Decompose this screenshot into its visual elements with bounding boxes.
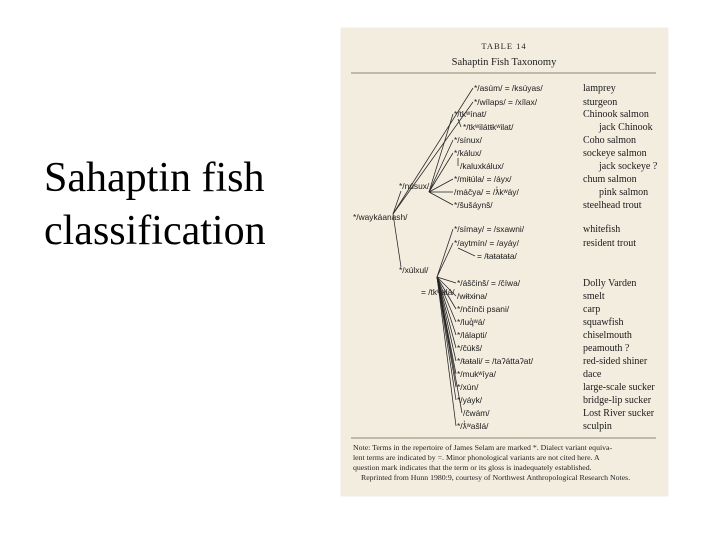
taxonomy-table-page — [341, 28, 668, 496]
tree-edge — [429, 114, 453, 192]
tree-root-label: */waykáanash/ — [353, 212, 408, 222]
group-label-xulxul: */xúlxul/ — [399, 265, 429, 275]
taxon-term: */šušáynš/ — [454, 200, 493, 210]
taxon-term: /wɨŧxɨna/ — [457, 291, 488, 301]
taxon-gloss: smelt — [583, 291, 605, 302]
taxon-term: */tkʷilátŧkʷilat/ — [463, 122, 514, 132]
taxon-term: */yáyk/ — [457, 395, 483, 405]
taxon-gloss: red-sided shiner — [583, 356, 648, 367]
tree-nodes — [353, 83, 658, 432]
taxon-term: */mukʷíya/ — [457, 369, 496, 379]
taxon-term: */miŧúla/ = /áyx/ — [454, 174, 512, 184]
taxon-term: */čúkš/ — [457, 343, 483, 353]
note-line: Reprinted from Hunn 1980:9, courtesy of Northwest Anthropological Research Notes. — [361, 473, 631, 482]
taxon-term: */ƛ̓ʷašlá/ — [457, 421, 489, 431]
taxon-term: */luq̓ʷá/ — [457, 317, 485, 327]
taxon-gloss: Lost River sucker — [583, 408, 655, 419]
table-label: TABLE 14 — [481, 41, 527, 51]
taxon-gloss: sturgeon — [583, 97, 618, 108]
taxon-term: */xún/ — [457, 382, 479, 392]
taxon-gloss: bridge-lip sucker — [583, 395, 652, 406]
taxon-gloss: jack sockeye ? — [599, 161, 658, 172]
taxon-gloss: Dolly Varden — [583, 278, 637, 289]
taxon-gloss: dace — [583, 369, 602, 380]
taxonomy-tree-diagram — [341, 28, 668, 496]
taxon-term: */sínux/ — [454, 135, 482, 145]
taxon-gloss: carp — [583, 304, 601, 315]
taxon-gloss: jack Chinook — [599, 122, 653, 133]
tree-edge — [429, 192, 453, 205]
taxon-term: */kálux/ — [454, 148, 482, 158]
taxon-term: /máčya/ = /ƛ̓kʷáy/ — [454, 187, 519, 197]
note-line: question mark indicates that the term or its gloss is inadequately established. — [353, 463, 592, 472]
taxon-term: */lálapti/ — [457, 330, 487, 340]
taxon-gloss: pink salmon — [599, 187, 649, 198]
taxon-gloss: sockeye salmon — [583, 148, 647, 159]
taxon-gloss: resident trout — [583, 238, 637, 249]
taxon-gloss: chum salmon — [583, 174, 637, 185]
taxon-term: */áščinš/ = /číwa/ — [457, 278, 521, 288]
slide-title-line-1: Sahaptin fish — [44, 155, 265, 201]
tree-edge — [437, 243, 453, 277]
slide-title-line-2: classification — [44, 208, 266, 254]
taxon-term: */símay/ = /sxawni/ — [454, 224, 525, 234]
slide-title — [44, 152, 314, 258]
taxon-gloss: Coho salmon — [583, 135, 637, 146]
tree-edge — [429, 140, 453, 192]
taxon-gloss: Chinook salmon — [583, 109, 649, 120]
tree-edge-root-g1 — [393, 191, 401, 214]
taxon-term: */wílaps/ = /xílax/ — [474, 97, 538, 107]
table-note — [353, 443, 630, 482]
taxon-term: */asúm/ = /ksúyas/ — [474, 83, 543, 93]
group-variant-label: = /tkʷalá/ — [421, 287, 455, 297]
taxon-gloss: lamprey — [583, 83, 616, 94]
tree-edge-indent — [458, 248, 475, 256]
taxon-term: */nčínči psani/ — [457, 304, 510, 314]
taxon-term: /čwám/ — [463, 408, 490, 418]
taxon-term: /kaluxkálux/ — [460, 161, 504, 171]
taxon-term: */ŧaŧali/ = /taʔáttaʔat/ — [457, 356, 534, 366]
note-line: lent terms are indicated by =. Minor phonological variants are not cited here. A — [353, 453, 600, 462]
taxon-gloss: peamouth ? — [583, 343, 630, 354]
taxon-term: */tkʷínat/ — [454, 109, 487, 119]
group-label-nusux: */núsux/ — [399, 181, 430, 191]
taxon-gloss: chiselmouth — [583, 330, 632, 341]
taxon-gloss: steelhead trout — [583, 200, 642, 211]
table-title: Sahaptin Fish Taxonomy — [451, 57, 557, 68]
taxon-gloss: sculpin — [583, 421, 612, 432]
taxon-term: */aytmín/ = /ayáy/ — [454, 238, 519, 248]
note-line: Note: Terms in the repertoire of James Selam are marked *. Dialect variant equiva- — [353, 443, 613, 452]
taxon-gloss: squawfish — [583, 317, 624, 328]
taxon-term: = /ŧaŧaŧaŧa/ — [477, 251, 517, 261]
taxon-gloss: whitefish — [583, 224, 621, 235]
taxon-gloss: large-scale sucker — [583, 382, 655, 393]
tree-edge — [437, 229, 453, 277]
